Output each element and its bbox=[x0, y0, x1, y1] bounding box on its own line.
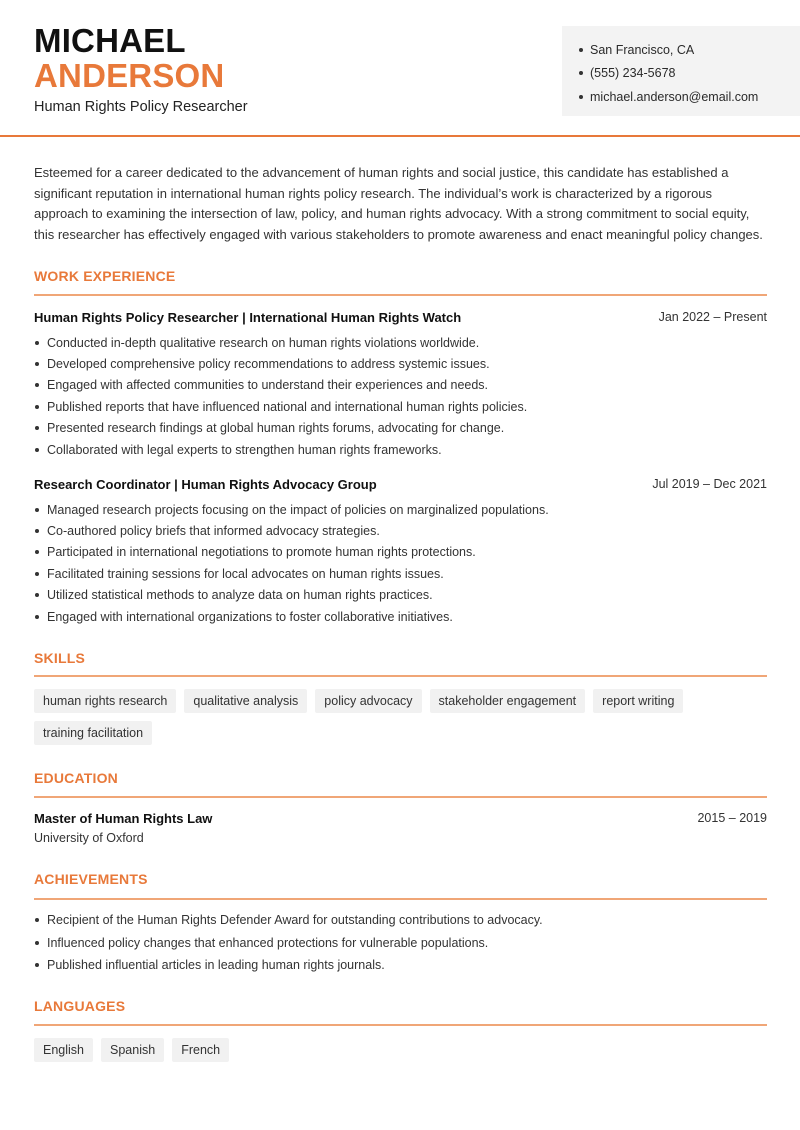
bullet-text: Developed comprehensive policy recommendations to address systemic issues. bbox=[47, 357, 490, 372]
section-divider bbox=[34, 898, 767, 900]
job-date: Jul 2019 – Dec 2021 bbox=[652, 477, 767, 491]
section-divider bbox=[34, 1024, 767, 1026]
bullet-text: Participated in international negotiations to promote human rights protections. bbox=[47, 545, 476, 560]
skill-tag: human rights research bbox=[34, 689, 176, 713]
bullet-text: Influenced policy changes that enhanced protections for vulnerable populations. bbox=[47, 935, 489, 950]
language-tag: Spanish bbox=[101, 1038, 164, 1062]
bullet-icon bbox=[35, 918, 39, 922]
work-experience-heading: WORK EXPERIENCE bbox=[34, 268, 176, 284]
school-name: University of Oxford bbox=[34, 831, 144, 845]
bullet-text: Collaborated with legal experts to strengthen human rights frameworks. bbox=[47, 442, 442, 457]
bullet-icon bbox=[35, 941, 39, 945]
resume-header bbox=[0, 0, 800, 137]
bullet-text: Presented research findings at global human rights forums, advocating for change. bbox=[47, 421, 505, 436]
bullet-icon bbox=[35, 508, 39, 512]
bullet-text: Recipient of the Human Rights Defender Award for outstanding contributions to advocacy. bbox=[47, 913, 543, 928]
language-tag: French bbox=[172, 1038, 229, 1062]
bullet-text: Co-authored policy briefs that informed advocacy strategies. bbox=[47, 524, 380, 539]
list-item bbox=[34, 499, 767, 520]
bullet-icon bbox=[35, 529, 39, 533]
list-item bbox=[34, 563, 767, 584]
bullet-icon bbox=[35, 383, 39, 387]
education-heading: EDUCATION bbox=[34, 770, 118, 786]
languages-list bbox=[34, 1038, 774, 1062]
list-item bbox=[34, 375, 767, 396]
contact-location bbox=[579, 38, 800, 62]
bullet-text: Published reports that have influenced national and international human rights policies. bbox=[47, 399, 528, 414]
section-divider bbox=[34, 796, 767, 798]
skill-tag: training facilitation bbox=[34, 721, 152, 745]
bullet-icon bbox=[35, 448, 39, 452]
skill-tag: policy advocacy bbox=[315, 689, 421, 713]
bullet-text: Facilitated training sessions for local advocates on human rights issues. bbox=[47, 566, 444, 581]
bullet-icon bbox=[35, 405, 39, 409]
bullet-text: Managed research projects focusing on the impact of policies on marginalized populations. bbox=[47, 502, 549, 517]
bullet-text: Engaged with international organizations to foster collaborative initiatives. bbox=[47, 609, 453, 624]
job-bullet-list bbox=[34, 332, 767, 460]
bullet-icon bbox=[579, 71, 583, 75]
bullet-icon bbox=[579, 95, 583, 99]
skill-tag: stakeholder engagement bbox=[430, 689, 586, 713]
list-item bbox=[34, 332, 767, 353]
bullet-icon bbox=[35, 362, 39, 366]
achievements-list bbox=[34, 909, 767, 977]
skills-list bbox=[34, 689, 774, 745]
bullet-icon bbox=[35, 426, 39, 430]
degree-title: Master of Human Rights Law bbox=[34, 811, 213, 826]
bullet-text: Published influential articles in leading human rights journals. bbox=[47, 958, 385, 973]
language-tag: English bbox=[34, 1038, 93, 1062]
bullet-icon bbox=[35, 341, 39, 345]
bullet-icon bbox=[35, 572, 39, 576]
location-text: San Francisco, CA bbox=[590, 42, 695, 57]
education-date: 2015 – 2019 bbox=[697, 811, 767, 825]
list-item bbox=[34, 954, 767, 977]
job-title: Human Rights Policy Researcher | International Human Rights Watch bbox=[34, 310, 462, 325]
achievements-heading: ACHIEVEMENTS bbox=[34, 871, 148, 887]
list-item bbox=[34, 585, 767, 606]
skill-tag: report writing bbox=[593, 689, 683, 713]
section-divider bbox=[34, 675, 767, 677]
list-item bbox=[34, 520, 767, 541]
job-date: Jan 2022 – Present bbox=[658, 310, 767, 324]
list-item bbox=[34, 439, 767, 460]
contact-email bbox=[579, 85, 800, 109]
bullet-icon bbox=[35, 593, 39, 597]
list-item bbox=[34, 353, 767, 374]
contact-box bbox=[562, 26, 800, 116]
job-role: Human Rights Policy Researcher bbox=[34, 99, 248, 115]
job-bullet-list bbox=[34, 499, 767, 627]
list-item bbox=[34, 418, 767, 439]
candidate-name bbox=[34, 24, 224, 92]
section-divider bbox=[34, 294, 767, 296]
bullet-text: Engaged with affected communities to understand their experiences and needs. bbox=[47, 378, 489, 393]
list-item bbox=[34, 909, 767, 932]
contact-phone bbox=[579, 62, 800, 86]
email-text: michael.anderson@email.com bbox=[590, 89, 759, 104]
job-title: Research Coordinator | Human Rights Advocacy Group bbox=[34, 477, 377, 492]
list-item bbox=[34, 606, 767, 627]
bullet-text: Conducted in-depth qualitative research on human rights violations worldwide. bbox=[47, 335, 480, 350]
bullet-icon bbox=[35, 963, 39, 967]
list-item bbox=[34, 932, 767, 955]
bullet-icon bbox=[579, 48, 583, 52]
list-item bbox=[34, 542, 767, 563]
first-name: MICHAEL bbox=[34, 22, 186, 59]
bullet-icon bbox=[35, 550, 39, 554]
bullet-text: Utilized statistical methods to analyze data on human rights practices. bbox=[47, 588, 433, 603]
bullet-icon bbox=[35, 615, 39, 619]
last-name: ANDERSON bbox=[34, 57, 225, 94]
skills-heading: SKILLS bbox=[34, 650, 85, 666]
list-item bbox=[34, 396, 767, 417]
professional-summary: Esteemed for a career dedicated to the advancement of human rights and social justice, this candidate has established a significant reputation in international human rights policy research. The individual’s work is characterized by a rigorous approach to examining the intersection of law, policy, and human rights advocacy. With a strong commitment to social equity, this researcher has effectively engaged with various stakeholders to promote awareness and enact meaningful policy changes. bbox=[34, 165, 763, 243]
languages-heading: LANGUAGES bbox=[34, 998, 126, 1014]
skill-tag: qualitative analysis bbox=[184, 689, 307, 713]
phone-text: (555) 234-5678 bbox=[590, 66, 676, 81]
